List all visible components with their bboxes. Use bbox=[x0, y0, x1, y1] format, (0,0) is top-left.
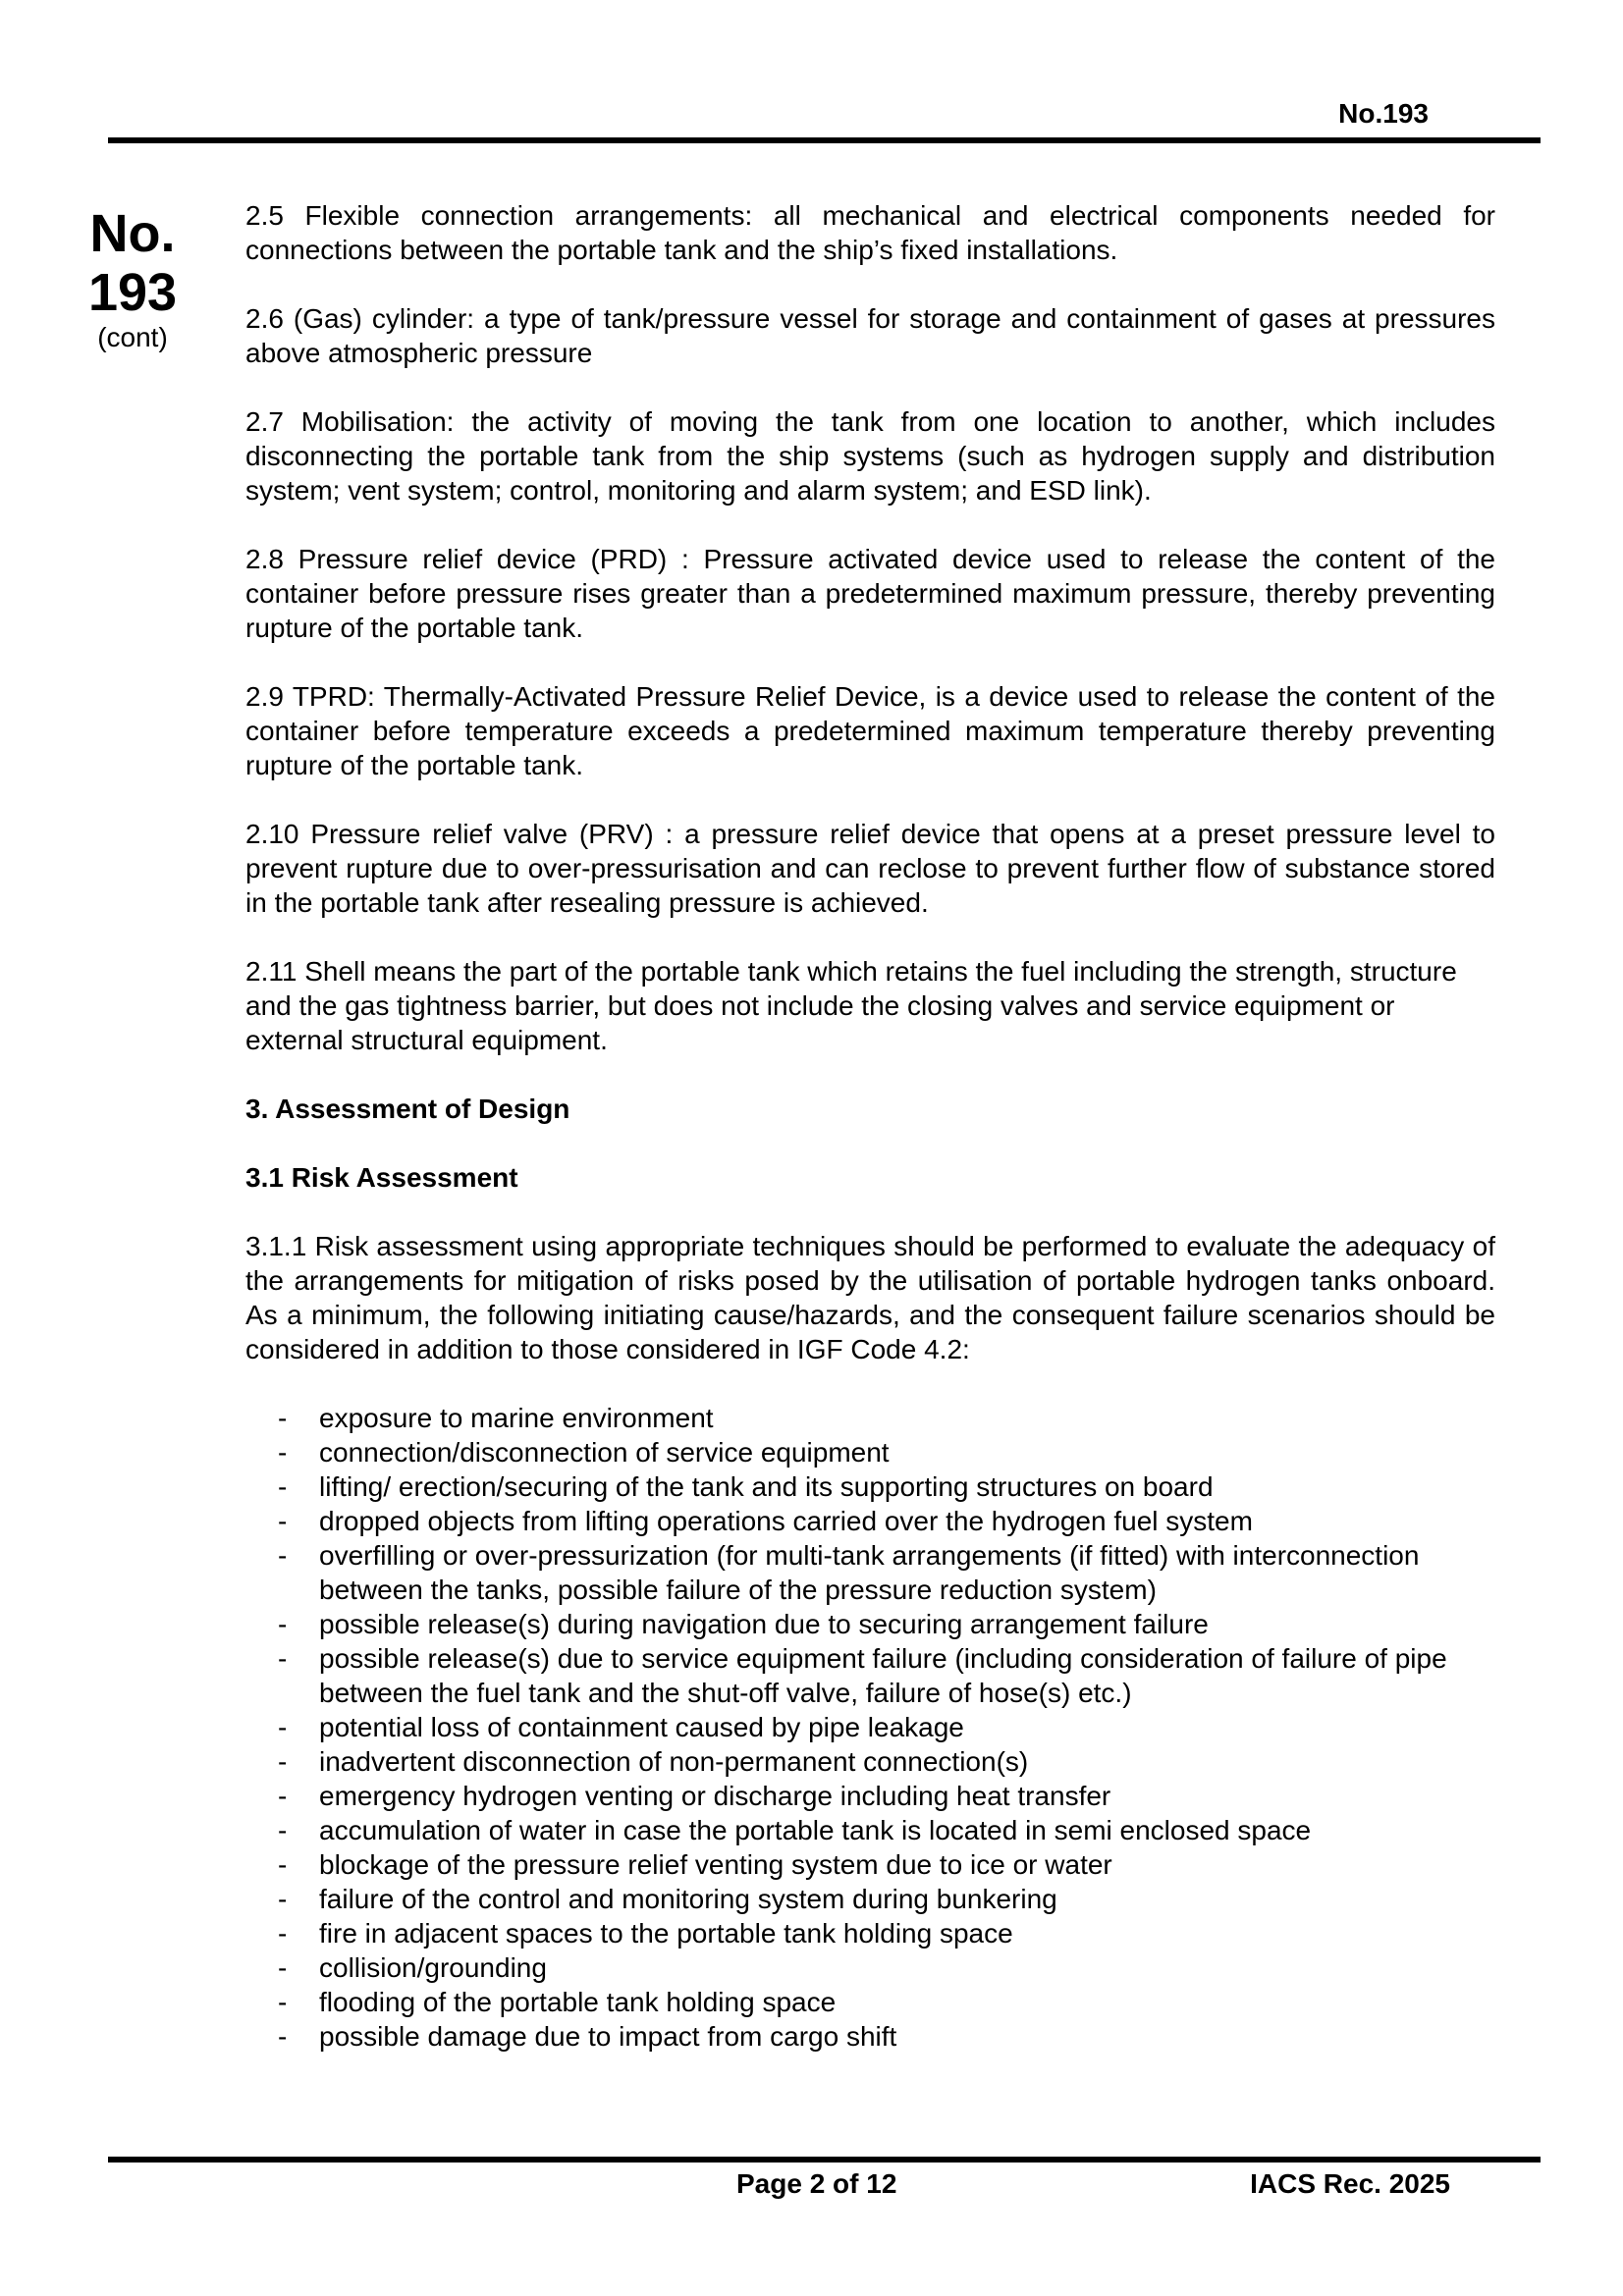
definition-2-9: 2.9 TPRD: Thermally-Activated Pressure Relief Device, is a device used to release the content of the container before temperature exceeds a predetermined maximum temperature thereby preventing rupture of the portable tank. bbox=[245, 681, 1495, 780]
list-item-text: accumulation of water in case the portable tank is located in semi enclosed space bbox=[319, 1815, 1312, 1845]
dash-marker: - bbox=[278, 1815, 288, 1845]
dash-marker: - bbox=[278, 1987, 288, 2017]
footer-rule bbox=[108, 2157, 1541, 2163]
side-cont-label: (cont) bbox=[97, 322, 168, 352]
list-item-text: possible release(s) due to service equipment failure (including consideration of failure of pipe between the fuel tank and the shut-off valve, failure of hose(s) etc.) bbox=[319, 1643, 1447, 1708]
list-item-text: dropped objects from lifting operations carried over the hydrogen fuel system bbox=[319, 1506, 1253, 1536]
dash-marker: - bbox=[278, 1506, 288, 1536]
list-item bbox=[245, 1607, 1495, 1641]
list-item bbox=[245, 1985, 1495, 2019]
list-item bbox=[245, 1641, 1495, 1710]
list-item bbox=[245, 1469, 1495, 1504]
list-item bbox=[245, 1847, 1495, 1882]
list-item bbox=[245, 1504, 1495, 1538]
list-item-text: exposure to marine environment bbox=[319, 1403, 714, 1433]
hazard-list bbox=[245, 1401, 1495, 2054]
list-item-text: connection/disconnection of service equipment bbox=[319, 1437, 890, 1468]
definition-2-6: 2.6 (Gas) cylinder: a type of tank/pressure vessel for storage and containment of gases at pressures above atmospheric pressure bbox=[245, 303, 1495, 368]
list-item-text: collision/grounding bbox=[319, 1952, 547, 1983]
list-item bbox=[245, 1538, 1495, 1607]
list-item-text: blockage of the pressure relief venting system due to ice or water bbox=[319, 1849, 1112, 1880]
side-no-label: No. bbox=[89, 204, 176, 263]
dash-marker: - bbox=[278, 1918, 288, 1949]
list-item-text: fire in adjacent spaces to the portable tank holding space bbox=[319, 1918, 1013, 1949]
dash-marker: - bbox=[278, 1781, 288, 1811]
dash-marker: - bbox=[278, 1643, 288, 1674]
dash-marker: - bbox=[278, 1849, 288, 1880]
list-item bbox=[245, 1710, 1495, 1744]
dash-marker: - bbox=[278, 1540, 288, 1571]
dash-marker: - bbox=[278, 2021, 288, 2052]
side-label bbox=[59, 204, 206, 353]
definition-2-8: 2.8 Pressure relief device (PRD) : Pressure activated device used to release the content of the container before pressure rises greater than a predetermined maximum pressure, thereby preventing rupture of the portable tank. bbox=[245, 544, 1495, 643]
side-number: 193 bbox=[87, 263, 178, 322]
list-item-text: inadvertent disconnection of non-permanent connection(s) bbox=[319, 1746, 1029, 1777]
dash-marker: - bbox=[278, 1952, 288, 1983]
list-item bbox=[245, 2019, 1495, 2054]
dash-marker: - bbox=[278, 1437, 288, 1468]
list-item bbox=[245, 1401, 1495, 1435]
list-item-text: failure of the control and monitoring system during bunkering bbox=[319, 1884, 1057, 1914]
rec-label: IACS Rec. 2025 bbox=[1250, 2168, 1450, 2199]
definition-2-5: 2.5 Flexible connection arrangements: all mechanical and electrical components needed for connections between the portable tank and the ship’s fixed installations. bbox=[245, 200, 1495, 265]
definition-2-11: 2.11 Shell means the part of the portable tank which retains the fuel including the strength, structure and the gas tightness barrier, but does not include the closing valves and service equipment or external structural equipment. bbox=[245, 956, 1457, 1055]
list-item-text: overfilling or over-pressurization (for multi-tank arrangements (if fitted) with interconnection between the tanks, possible failure of the pressure reduction system) bbox=[319, 1540, 1420, 1605]
dash-marker: - bbox=[278, 1712, 288, 1742]
list-item bbox=[245, 1882, 1495, 1916]
dash-marker: - bbox=[278, 1746, 288, 1777]
list-item-text: potential loss of containment caused by pipe leakage bbox=[319, 1712, 964, 1742]
dash-marker: - bbox=[278, 1471, 288, 1502]
list-item-text: lifting/ erection/securing of the tank and its supporting structures on board bbox=[319, 1471, 1214, 1502]
page-number: Page 2 of 12 bbox=[736, 2168, 897, 2199]
section-heading: 3. Assessment of Design bbox=[245, 1094, 570, 1124]
document-body bbox=[245, 198, 1495, 2054]
header-rule bbox=[108, 137, 1541, 143]
dash-marker: - bbox=[278, 1403, 288, 1433]
list-item bbox=[245, 1435, 1495, 1469]
dash-marker: - bbox=[278, 1609, 288, 1639]
list-item bbox=[245, 1744, 1495, 1779]
list-item-text: flooding of the portable tank holding space bbox=[319, 1987, 837, 2017]
list-item bbox=[245, 1813, 1495, 1847]
definition-2-10: 2.10 Pressure relief valve (PRV) : a pressure relief device that opens at a preset pressure level to prevent rupture due to over-pressurisation and can reclose to prevent further flow of substance stored in the portable tank after resealing pressure is achieved. bbox=[245, 819, 1495, 918]
list-item-text: emergency hydrogen venting or discharge including heat transfer bbox=[319, 1781, 1111, 1811]
subsection-heading: 3.1 Risk Assessment bbox=[245, 1162, 518, 1193]
list-item-text: possible damage due to impact from cargo shift bbox=[319, 2021, 897, 2052]
list-item bbox=[245, 1916, 1495, 1950]
document-number: No.193 bbox=[1338, 98, 1429, 129]
list-item bbox=[245, 1779, 1495, 1813]
definition-2-7: 2.7 Mobilisation: the activity of moving the tank from one location to another, which includes disconnecting the portable tank from the ship systems (such as hydrogen supply and distribution system; vent system; control, monitoring and alarm system; and ESD link). bbox=[245, 406, 1495, 506]
risk-assessment-paragraph: 3.1.1 Risk assessment using appropriate techniques should be performed to evaluate the adequacy of the arrangements for mitigation of risks posed by the utilisation of portable hydrogen tanks onboard. As a minimum, the following initiating cause/hazards, and the consequent failure scenarios should be considered in addition to those considered in IGF Code 4.2: bbox=[245, 1231, 1495, 1364]
list-item-text: possible release(s) during navigation due to securing arrangement failure bbox=[319, 1609, 1209, 1639]
list-item bbox=[245, 1950, 1495, 1985]
dash-marker: - bbox=[278, 1884, 288, 1914]
